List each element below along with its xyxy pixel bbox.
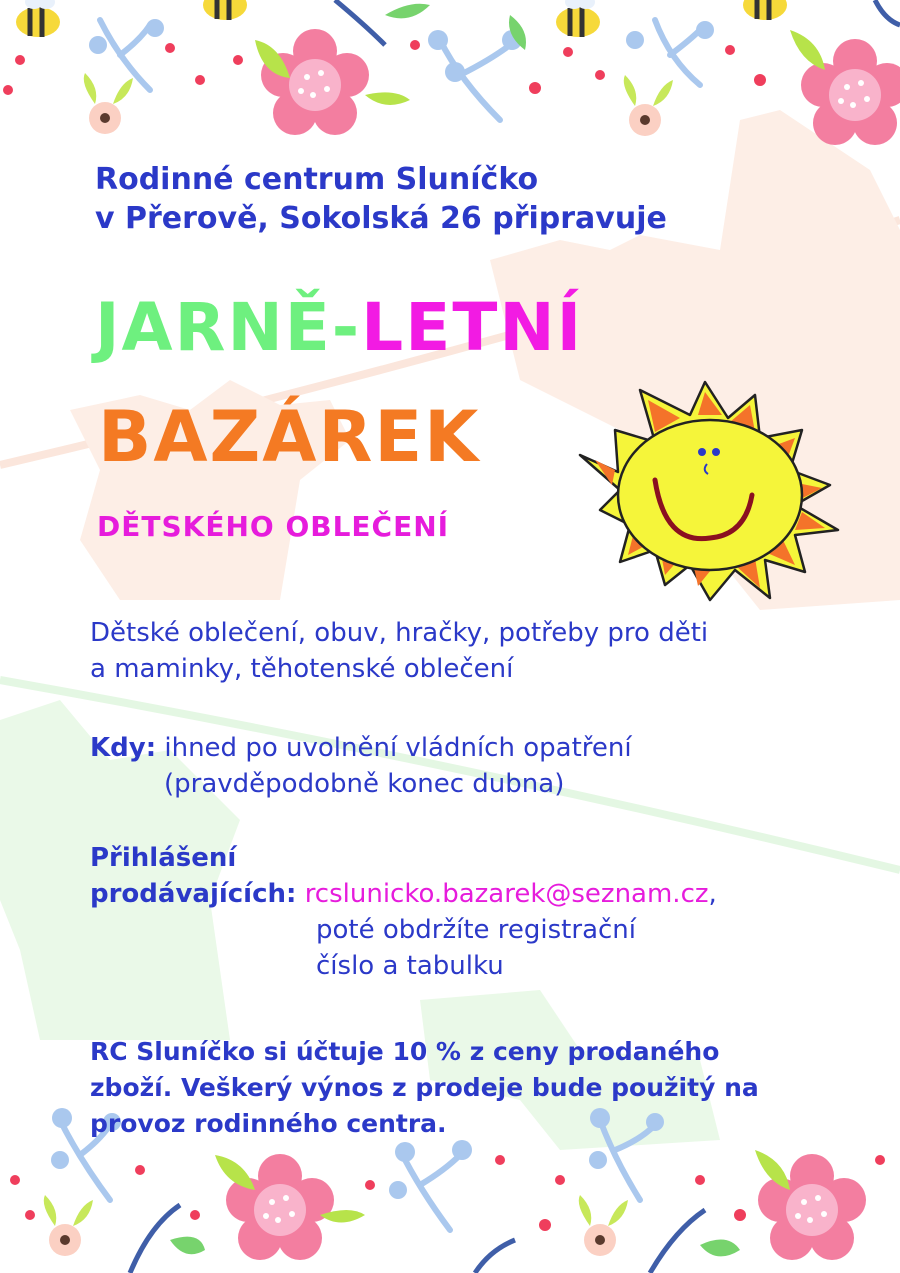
small-flower-icon	[579, 1195, 628, 1256]
fee-note	[90, 1034, 810, 1142]
small-flower-icon	[624, 75, 673, 136]
items-description	[90, 615, 708, 687]
registration-label-2: prodávajících:	[90, 879, 297, 909]
registration-line-2: poté obdržíte registrační	[316, 915, 636, 945]
bee-icon	[743, 0, 787, 20]
header-line-2: v Přerově, Sokolská 26 připravuje	[95, 201, 667, 236]
subtitle: DĚTSKÉHO OBLEČENÍ	[97, 510, 450, 543]
title-part-magenta: LETNÍ	[361, 289, 584, 366]
title-part-green: JARNĚ-	[95, 289, 362, 366]
items-line-1: Dětské oblečení, obuv, hračky, potřeby pro děti	[90, 618, 709, 648]
items-line-2: a maminky, těhotenské oblečení	[90, 654, 514, 684]
organizer-header	[95, 160, 667, 238]
registration-line-3: číslo a tabulku	[316, 951, 504, 981]
small-flower-icon	[84, 73, 133, 134]
registration-section	[90, 840, 717, 984]
bee-icon	[203, 0, 247, 20]
bee-icon	[16, 0, 60, 37]
when-line-1: ihned po uvolnění vládních opatření	[164, 733, 632, 763]
title-line-1	[95, 288, 583, 368]
note-line-1: RC Sluníčko si účtuje 10 % z ceny prodaného	[90, 1037, 720, 1066]
registration-email-comma: ,	[708, 879, 717, 909]
when-label: Kdy:	[90, 733, 157, 763]
small-flower-icon	[44, 1195, 93, 1256]
when-section	[90, 730, 632, 802]
note-line-3: provoz rodinného centra.	[90, 1109, 447, 1138]
header-line-1: Rodinné centrum Sluníčko	[95, 162, 539, 197]
when-line-2: (pravděpodobně konec dubna)	[164, 769, 565, 799]
registration-email-link[interactable]: rcslunicko.bazarek@seznam.cz	[304, 879, 709, 909]
pink-flower-icon	[261, 29, 369, 135]
blue-branch-icon	[100, 20, 700, 120]
note-line-2: zboží. Veškerý výnos z prodeje bude použitý na	[90, 1073, 759, 1102]
bee-icon	[556, 0, 600, 37]
registration-label-1: Přihlášení	[90, 843, 237, 873]
title-line-2: BAZÁREK	[98, 396, 481, 478]
